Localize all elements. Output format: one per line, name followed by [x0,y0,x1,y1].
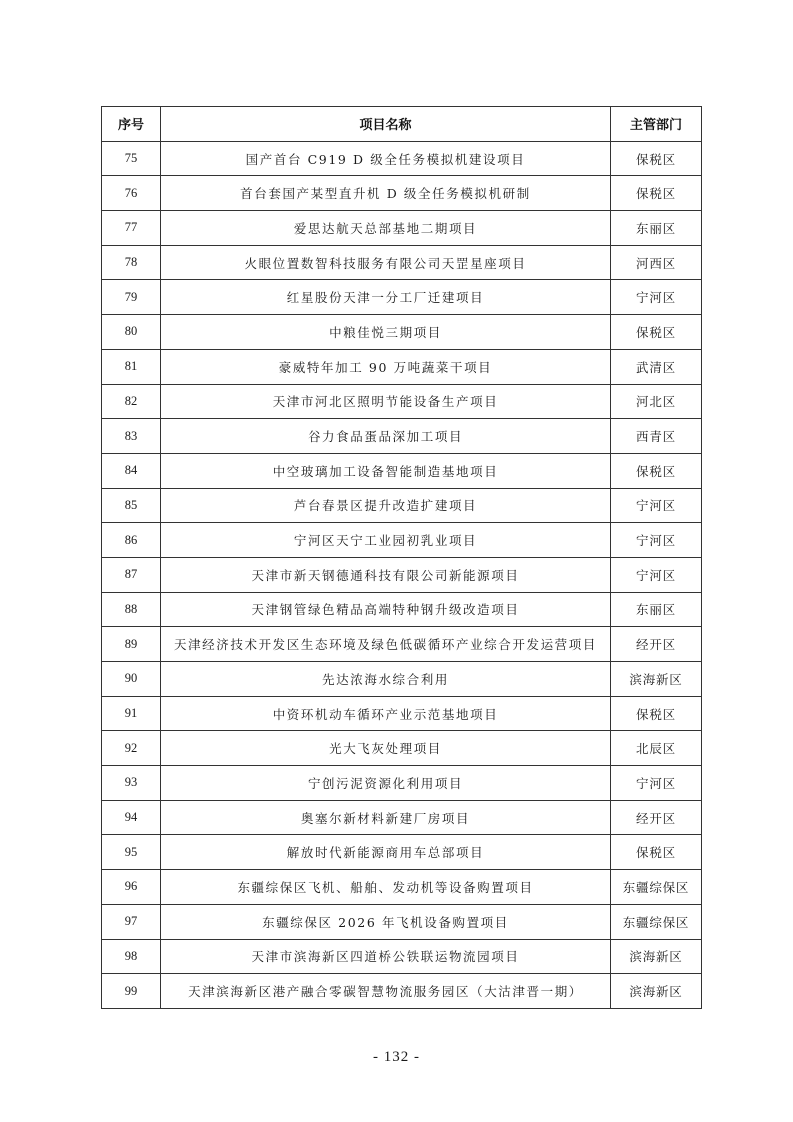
row-project-name: 豪威特年加工 90 万吨蔬菜干项目 [161,349,611,384]
table-header-row [102,107,702,142]
row-department: 经开区 [611,800,702,835]
table-row [102,800,702,835]
row-department: 经开区 [611,627,702,662]
row-department: 滨海新区 [611,939,702,974]
table-row [102,453,702,488]
table-row [102,731,702,766]
row-department: 北辰区 [611,731,702,766]
row-project-name: 东疆综保区 2026 年飞机设备购置项目 [161,904,611,939]
table-row [102,939,702,974]
row-serial-number: 88 [102,592,161,627]
table-row [102,141,702,176]
row-project-name: 火眼位置数智科技服务有限公司天罡星座项目 [161,245,611,280]
row-project-name: 解放时代新能源商用车总部项目 [161,835,611,870]
row-department: 宁河区 [611,557,702,592]
row-project-name: 首台套国产某型直升机 D 级全任务模拟机研制 [161,176,611,211]
row-serial-number: 84 [102,453,161,488]
table-row [102,592,702,627]
row-department: 武清区 [611,349,702,384]
row-department: 宁河区 [611,488,702,523]
table-body [102,141,702,1008]
row-serial-number: 80 [102,315,161,350]
row-department: 宁河区 [611,766,702,801]
table-row [102,766,702,801]
table-row [102,176,702,211]
row-serial-number: 90 [102,662,161,697]
row-serial-number: 91 [102,696,161,731]
page-number: - 132 - [373,1049,420,1065]
row-serial-number: 87 [102,557,161,592]
table-row [102,419,702,454]
row-project-name: 天津钢管绿色精品高端特种钢升级改造项目 [161,592,611,627]
row-department: 河西区 [611,245,702,280]
row-serial-number: 85 [102,488,161,523]
row-project-name: 天津滨海新区港产融合零碳智慧物流服务园区（大沽津晋一期） [161,974,611,1009]
table-row [102,245,702,280]
table-row [102,315,702,350]
row-serial-number: 83 [102,419,161,454]
row-department: 滨海新区 [611,662,702,697]
row-project-name: 先达浓海水综合利用 [161,662,611,697]
row-serial-number: 94 [102,800,161,835]
row-project-name: 爱思达航天总部基地二期项目 [161,211,611,246]
row-department: 保税区 [611,315,702,350]
row-project-name: 宁河区天宁工业园初乳业项目 [161,523,611,558]
row-serial-number: 98 [102,939,161,974]
table-row [102,488,702,523]
row-project-name: 光大飞灰处理项目 [161,731,611,766]
table-row [102,384,702,419]
header-project-name: 项目名称 [161,107,611,142]
row-serial-number: 92 [102,731,161,766]
row-serial-number: 96 [102,870,161,905]
row-serial-number: 79 [102,280,161,315]
row-department: 滨海新区 [611,974,702,1009]
row-department: 宁河区 [611,280,702,315]
table-row [102,662,702,697]
row-serial-number: 76 [102,176,161,211]
table-row [102,211,702,246]
table-row [102,904,702,939]
project-table [101,106,702,1009]
row-project-name: 中粮佳悦三期项目 [161,315,611,350]
row-serial-number: 78 [102,245,161,280]
row-project-name: 芦台春景区提升改造扩建项目 [161,488,611,523]
row-department: 河北区 [611,384,702,419]
row-department: 宁河区 [611,523,702,558]
header-serial-number: 序号 [102,107,161,142]
table-row [102,870,702,905]
row-project-name: 谷力食品蛋品深加工项目 [161,419,611,454]
row-project-name: 红星股份天津一分工厂迁建项目 [161,280,611,315]
table-row [102,696,702,731]
row-serial-number: 77 [102,211,161,246]
row-department: 保税区 [611,696,702,731]
row-serial-number: 75 [102,141,161,176]
row-project-name: 东疆综保区飞机、船舶、发动机等设备购置项目 [161,870,611,905]
row-project-name: 宁创污泥资源化利用项目 [161,766,611,801]
row-department: 东疆综保区 [611,870,702,905]
row-serial-number: 99 [102,974,161,1009]
row-project-name: 中空玻璃加工设备智能制造基地项目 [161,453,611,488]
row-serial-number: 89 [102,627,161,662]
table-row [102,280,702,315]
table-row [102,627,702,662]
table-row [102,974,702,1009]
row-department: 东疆综保区 [611,904,702,939]
table-row [102,557,702,592]
row-serial-number: 93 [102,766,161,801]
row-project-name: 国产首台 C919 D 级全任务模拟机建设项目 [161,141,611,176]
row-serial-number: 95 [102,835,161,870]
row-project-name: 奥塞尔新材料新建厂房项目 [161,800,611,835]
row-project-name: 天津经济技术开发区生态环境及绿色低碳循环产业综合开发运营项目 [161,627,611,662]
table-row [102,523,702,558]
row-serial-number: 81 [102,349,161,384]
row-project-name: 天津市新天钢德通科技有限公司新能源项目 [161,557,611,592]
row-project-name: 中资环机动车循环产业示范基地项目 [161,696,611,731]
row-serial-number: 86 [102,523,161,558]
table-row [102,835,702,870]
row-serial-number: 82 [102,384,161,419]
row-department: 保税区 [611,141,702,176]
row-department: 保税区 [611,453,702,488]
header-department: 主管部门 [611,107,702,142]
row-department: 保税区 [611,835,702,870]
row-department: 西青区 [611,419,702,454]
table-row [102,349,702,384]
row-department: 东丽区 [611,211,702,246]
row-project-name: 天津市河北区照明节能设备生产项目 [161,384,611,419]
row-serial-number: 97 [102,904,161,939]
row-department: 保税区 [611,176,702,211]
row-project-name: 天津市滨海新区四道桥公铁联运物流园项目 [161,939,611,974]
row-department: 东丽区 [611,592,702,627]
